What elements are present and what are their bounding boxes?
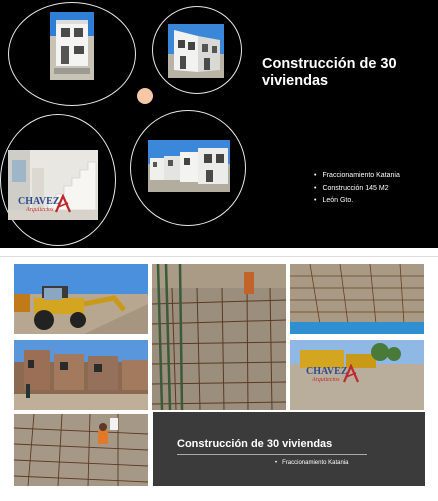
- logo-mark-icon: [54, 194, 72, 214]
- slide1-bullets: [316, 170, 400, 208]
- slide-1: [0, 0, 438, 248]
- title-divider: [177, 454, 367, 455]
- bullet-item: • León Gto.: [316, 195, 400, 208]
- backhoe-photo: [14, 264, 148, 334]
- bullet-item: • Fraccionamiento Katania: [316, 170, 400, 183]
- houses-angle-photo: [168, 24, 224, 78]
- logo-mark-icon: [342, 364, 360, 384]
- houses-row-photo: [148, 140, 230, 192]
- logo-sub: Arquitectos: [26, 207, 54, 213]
- logo-name: CHAVEZ: [306, 366, 348, 377]
- slide2-title-box: [153, 412, 425, 486]
- slide1-title: Construcción de 30 viviendas: [262, 56, 397, 89]
- logo-sub: Arquitectos: [312, 377, 340, 383]
- slide2-title: Construcción de 30 viviendas: [177, 438, 333, 450]
- bullet-item: • Construcción 145 M2: [316, 183, 400, 196]
- house-front-photo: [50, 12, 94, 80]
- foundation-grid-photo: [290, 264, 424, 334]
- building-site-photo: [14, 340, 148, 410]
- slide2-subtitle: • Fraccionamiento Katania: [275, 460, 348, 466]
- accent-dot: [137, 88, 153, 104]
- logo-name: CHAVEZ: [18, 196, 60, 207]
- workers-rebar-photo: [14, 414, 148, 486]
- rebar-center-photo: [152, 264, 286, 410]
